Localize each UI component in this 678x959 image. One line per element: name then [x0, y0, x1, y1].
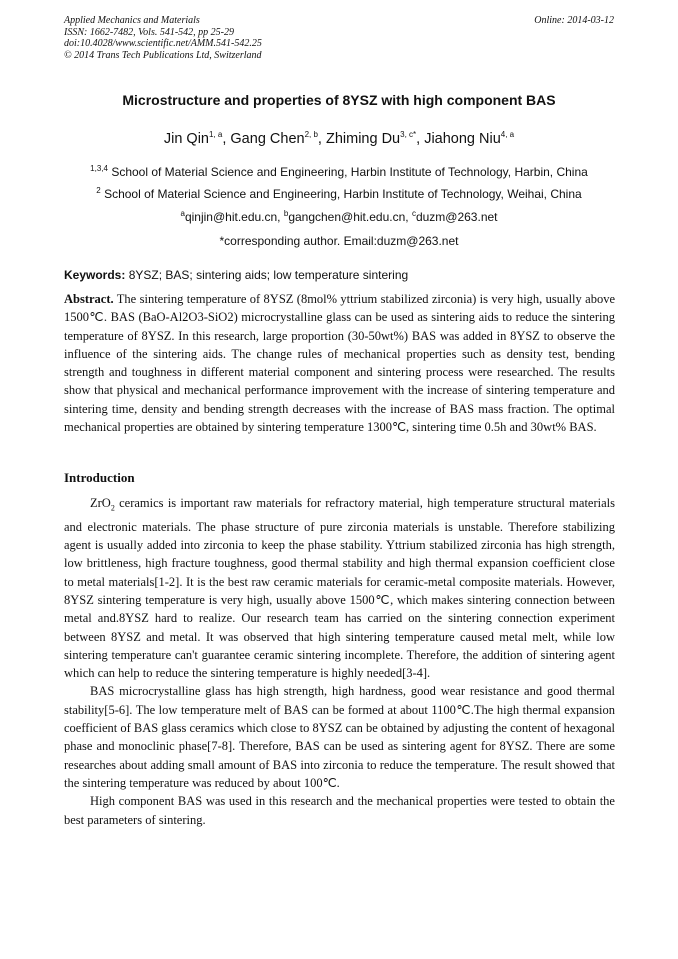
copyright-line: © 2014 Trans Tech Publications Ltd, Switzerland [64, 49, 262, 61]
keywords [64, 268, 408, 282]
keywords-label: Keywords: [64, 268, 126, 282]
journal-name: Applied Mechanics and Materials [64, 15, 200, 26]
affiliation-text: School of Material Science and Engineering, Harbin Institute of Technology, Harbin, China [111, 165, 588, 179]
doi-line: doi:10.4028/www.scientific.net/AMM.541-542.25 [64, 38, 262, 49]
affiliation-2 [0, 186, 678, 201]
introduction-heading: Introduction [64, 470, 135, 485]
intro-paragraph-2: BAS microcrystalline glass has high strength, high hardness, good wear resistance and good thermal stability[5-6]. The low temperature melt of BAS can be formed at about 1100℃.The high thermal expansion coefficient of BAS glass ceramics which close to 8YSZ can be obtained by adjusting the content of hexagonal phase and monoclinic phase[7-8]. Therefore, BAS can be used as sintering agent for 8YSZ. There are some researches about adding small amount of BAS into zirconia to reduce the temperature. The result showed that the sintering temperature was reduced by about 100℃. [64, 684, 615, 790]
email-link[interactable]: duzm@263.net [415, 210, 498, 224]
email-mark: c [411, 209, 416, 218]
formula-subscript: 2 [110, 503, 115, 513]
paper-title: Microstructure and properties of 8YSZ with high component BAS [122, 92, 556, 108]
author-name: Jin Qin [163, 130, 209, 147]
author-list: Jin Qin$^{1, a}$, Gang Chen$^{2, b}$, Zhiming $Du^{3, c*}$, Jiahong Niu$^{4, a}$ [163, 130, 515, 147]
abstract-text: The sintering temperature of 8YSZ (8mol% yttrium stabilized zirconia) is very high, usually above 1500℃. BAS (BaO-Al2O3-SiO2) microcrystalline glass can be used as sintering aids to reduce the sintering temperature of 8YSZ. In this research, large proportion (30-50wt%) BAS was added in 8YSZ to observe the influence of the sintering aids. The change rules of mechanical properties such as density test, bending strength and toughness in different material component and sintering process were researched. The results show that physical and mechanical performance improvement with the increase of sintering temperature and sintering time, density and bending strength decreases with the increase of BAS mass fraction. The optimal mechanical properties are obtained by sintering temperature 1300℃, sintering time 0.5h and 30wt% BAS. [64, 292, 615, 435]
author-affiliation-mark: 3, c* [400, 130, 417, 139]
issn-line: ISSN: 1662-7482, Vols. 541-542, pp 25-29 [64, 26, 234, 38]
abstract [64, 290, 615, 436]
abstract-label: Abstract. [64, 292, 114, 306]
formula-text: ZrO [90, 496, 111, 510]
keywords-text: 8YSZ; BAS; sintering aids; low temperature sintering [128, 268, 409, 282]
corresponding-author: *corresponding author. Email:duzm@263.net [219, 234, 459, 248]
email-mark: b [283, 209, 289, 218]
author-name: Gang Chen [230, 130, 305, 147]
author-affiliation-mark: 2, b [304, 130, 318, 139]
author-name: Jiahong Niu [424, 130, 501, 147]
email-link[interactable]: gangchen@hit.edu.cn, [288, 210, 409, 224]
introduction-body [64, 494, 615, 829]
intro-paragraph-1 [64, 494, 615, 682]
journal-header [64, 15, 614, 61]
email-link[interactable]: qinjin@hit.edu.cn, [184, 210, 281, 224]
email-mark: a [180, 209, 185, 218]
affiliation-1 [0, 164, 678, 179]
paragraph-text: ceramics is important raw materials for refractory material, high temperature structural materials and electronic materials. The phase structure of pure zirconia materials is unstable. Therefore stabilizing agent is usually added into zirconia to keep the phase stability. Yttrium stabilized zirconia has high strength, low brittleness, high fracture toughness, good thermal stability and high thermal expansion coefficient close to metal materials[1-2]. It is the best raw ceramic materials for ceramic-metal composite materials. However, 8YSZ sintering temperature is very high, usually above 1500℃, which makes sintering connection between metal and.8YSZ hard to realize. Our research team has carried on the sintering connection experiment between 8YSZ and metal. It was observed that high sintering temperature caused metal melt, while low sintering temperature can't guarantee ceramic sintering incomplete. Therefore, the addition of sintering agent which can help to reduce the sintering temperature is highly needed[3-4]. [64, 496, 615, 681]
affiliation-text: School of Material Science and Engineering, Harbin Institute of Technology, Weihai, China [104, 187, 582, 201]
author-name: Zhiming Du [325, 130, 401, 147]
email-line [0, 209, 678, 224]
intro-paragraph-3: High component BAS was used in this research and the mechanical properties were tested to obtain the best parameters of sintering. [64, 794, 615, 827]
affiliation-mark: 2 [96, 186, 101, 195]
affiliation-mark: 1,3,4 [90, 164, 108, 173]
author-affiliation-mark: 4, a [500, 130, 515, 139]
online-date: Online: 2014-03-12 [534, 15, 614, 26]
author-affiliation-mark: 1, a [209, 130, 223, 139]
